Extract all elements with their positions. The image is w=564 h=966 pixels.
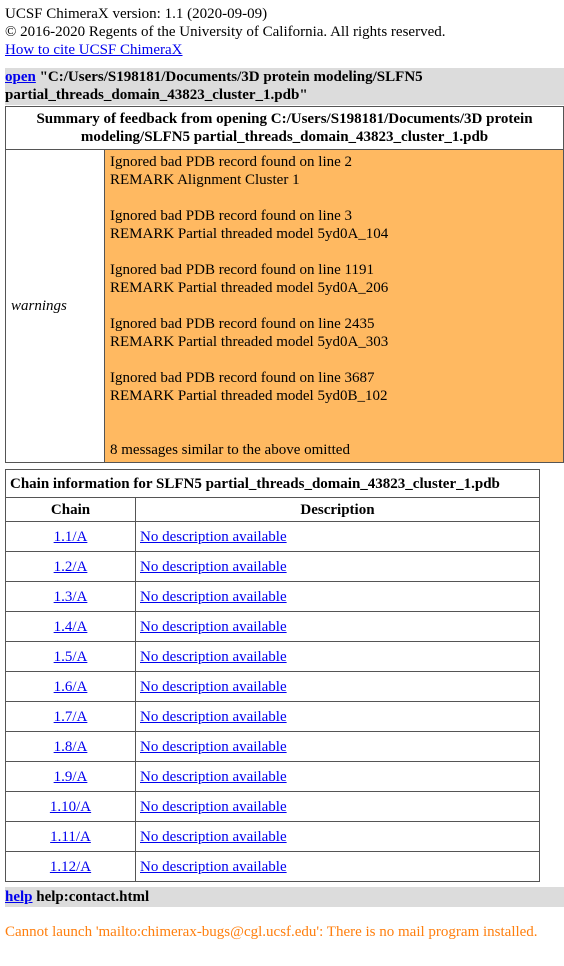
remark-line: REMARK Partial threaded model 5yd0B_102 [110,388,388,404]
description-cell [136,522,540,552]
error-message: Cannot launch 'mailto:chimerax-bugs@cgl.ucsf.edu': There is no mail program installed. [5,924,538,940]
remark-line: REMARK Partial threaded model 5yd0A_206 [110,280,389,296]
chain-cell [6,822,136,852]
table-row [6,672,540,702]
table-row [6,522,540,552]
warning-line: Ignored bad PDB record found on line 2435 [110,316,375,332]
version-text: UCSF ChimeraX version: 1.1 (2020-09-09) [5,6,268,22]
omitted-messages-note: 8 messages similar to the above omitted [110,442,350,458]
description-link[interactable]: No description available [140,618,287,635]
description-link[interactable]: No description available [140,738,287,755]
chain-cell [6,762,136,792]
warning-line: Ignored bad PDB record found on line 1191 [110,262,374,278]
warning-message [110,153,558,189]
chain-link[interactable]: 1.3/A [53,588,88,605]
table-row [6,612,540,642]
remark-line: REMARK Alignment Cluster 1 [110,172,300,188]
chain-link[interactable]: 1.4/A [53,618,88,635]
description-cell [136,582,540,612]
description-cell [136,822,540,852]
description-link[interactable]: No description available [140,708,287,725]
chain-cell [6,522,136,552]
chain-cell [6,642,136,672]
summary-title: Summary of feedback from opening C:/Users/S198181/Documents/3D protein modeling/SLFN5 partial_threads_domain_43823_cluster_1.pdb [6,107,564,150]
table-row [6,762,540,792]
description-link[interactable]: No description available [140,768,287,785]
log-header [5,5,560,59]
warning-message [110,315,558,351]
warnings-label: warnings [6,150,105,463]
remark-line: REMARK Partial threaded model 5yd0A_104 [110,226,389,242]
description-cell [136,792,540,822]
chain-cell [6,702,136,732]
warning-message [110,207,558,243]
chain-link[interactable]: 1.8/A [53,738,88,755]
warning-message [110,369,558,405]
table-row [6,552,540,582]
description-link[interactable]: No description available [140,558,287,575]
warning-message [110,261,558,297]
table-row [6,792,540,822]
chain-link[interactable]: 1.2/A [53,558,88,575]
description-link[interactable]: No description available [140,588,287,605]
chain-table-caption: Chain information for SLFN5 partial_threads_domain_43823_cluster_1.pdb [6,470,540,498]
chain-cell [6,792,136,822]
chain-link[interactable]: 1.1/A [53,528,88,545]
description-cell [136,732,540,762]
description-link[interactable]: No description available [140,798,287,815]
chain-cell [6,582,136,612]
chain-cell [6,852,136,882]
description-cell [136,762,540,792]
table-row [6,732,540,762]
description-cell [136,642,540,672]
chain-link[interactable]: 1.6/A [53,678,88,695]
help-command-link[interactable]: help [5,889,33,905]
description-cell [136,672,540,702]
chain-link[interactable]: 1.11/A [50,828,91,845]
help-command-line [5,887,564,907]
description-column-header: Description [136,498,540,522]
description-cell [136,612,540,642]
chain-cell [6,672,136,702]
cite-link[interactable]: How to cite UCSF ChimeraX [5,42,183,58]
description-link[interactable]: No description available [140,648,287,665]
table-row [6,822,540,852]
open-command-line [5,68,564,105]
open-command-argument: "C:/Users/S198181/Documents/3D protein modeling/SLFN5 partial_threads_domain_43823_cluster_1.pdb" [5,69,423,103]
description-cell [136,852,540,882]
chain-column-header: Chain [6,498,136,522]
chain-link[interactable]: 1.5/A [53,648,88,665]
chain-cell [6,612,136,642]
description-cell [136,552,540,582]
chain-cell [6,732,136,762]
table-row [6,582,540,612]
chain-link[interactable]: 1.12/A [49,858,92,875]
description-cell [136,702,540,732]
remark-line: REMARK Partial threaded model 5yd0A_303 [110,334,389,350]
description-link[interactable]: No description available [140,858,287,875]
chain-link[interactable]: 1.10/A [49,798,92,815]
warning-line: Ignored bad PDB record found on line 3687 [110,370,375,386]
chain-info-table [5,469,540,882]
table-row [6,852,540,882]
table-row [6,702,540,732]
warning-line: Ignored bad PDB record found on line 2 [110,154,353,170]
chain-link[interactable]: 1.9/A [53,768,88,785]
description-link[interactable]: No description available [140,678,287,695]
description-link[interactable]: No description available [140,528,287,545]
chain-cell [6,552,136,582]
table-row [6,642,540,672]
description-link[interactable]: No description available [140,828,287,845]
chain-link[interactable]: 1.7/A [53,708,88,725]
warnings-body [105,150,564,463]
warning-line: Ignored bad PDB record found on line 3 [110,208,353,224]
feedback-summary-table [5,106,564,463]
open-command-link[interactable]: open [5,69,36,85]
copyright-text: © 2016-2020 Regents of the University of California. All rights reserved. [5,24,446,40]
help-command-argument: help:contact.html [32,889,150,905]
